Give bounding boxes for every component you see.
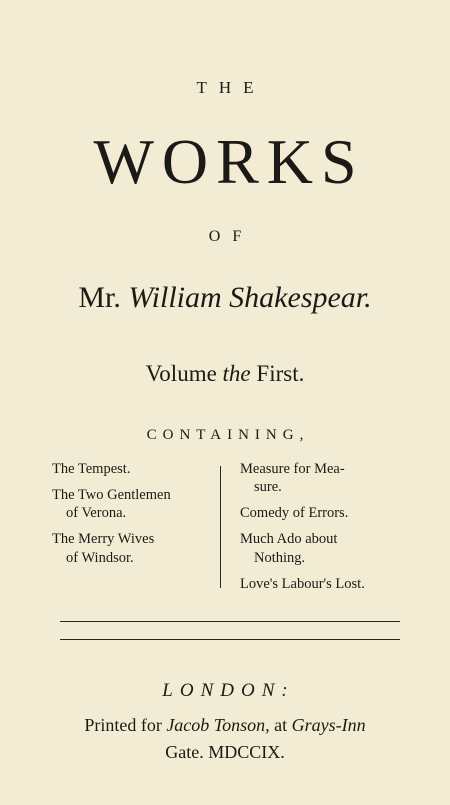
play-entry	[240, 504, 410, 522]
volume-line	[0, 360, 450, 388]
author-prefix: Mr.	[78, 281, 121, 314]
double-rule-top	[60, 621, 400, 622]
volume-mid: the	[222, 361, 251, 386]
play-entry	[240, 460, 410, 496]
play-title: Much Ado about	[240, 531, 338, 548]
play-entry	[240, 575, 410, 593]
imprint-printed-for: Printed for	[84, 715, 162, 735]
contents-left-column	[52, 460, 227, 575]
imprint-city: LONDON:	[162, 680, 295, 701]
play-title: Comedy of Errors.	[240, 505, 349, 522]
contents-right-column	[240, 460, 410, 601]
play-entry	[240, 530, 410, 566]
play-title: Love's Labour's Lost.	[240, 575, 365, 592]
imprint-location: Grays-Inn	[291, 715, 366, 735]
volume-prefix: Volume	[145, 361, 217, 386]
author-name: William Shakespear.	[128, 281, 372, 314]
play-entry	[52, 486, 227, 522]
play-title: The Tempest.	[52, 461, 131, 477]
play-entry	[52, 530, 227, 566]
play-title: The Merry Wives	[52, 531, 155, 548]
play-title-continued: sure.	[254, 479, 282, 496]
imprint-publisher: Jacob Tonson,	[166, 715, 270, 735]
play-title-continued: of Windsor.	[66, 549, 134, 566]
imprint-block	[0, 712, 450, 766]
play-title: The Two Gentlemen	[52, 487, 171, 504]
contents-columns	[30, 460, 405, 592]
play-title-continued: of Verona.	[66, 505, 127, 522]
imprint-gate: Gate.	[165, 742, 204, 762]
double-rule-bottom	[60, 639, 400, 640]
heading-works: WORKS	[93, 126, 365, 197]
heading-of: OF	[208, 228, 254, 245]
imprint-year: MDCCIX.	[208, 742, 285, 762]
volume-suffix: First.	[256, 361, 305, 386]
play-title: Measure for Mea-	[240, 461, 345, 477]
containing-label: CONTAINING,	[146, 427, 310, 443]
imprint-line-2	[0, 739, 450, 766]
column-divider	[220, 466, 221, 588]
imprint-line-1	[0, 712, 450, 739]
play-entry	[52, 460, 227, 478]
author-line	[0, 280, 450, 316]
play-title-continued: Nothing.	[254, 549, 306, 566]
heading-the: THE	[196, 78, 266, 97]
imprint-at: at	[274, 715, 288, 735]
